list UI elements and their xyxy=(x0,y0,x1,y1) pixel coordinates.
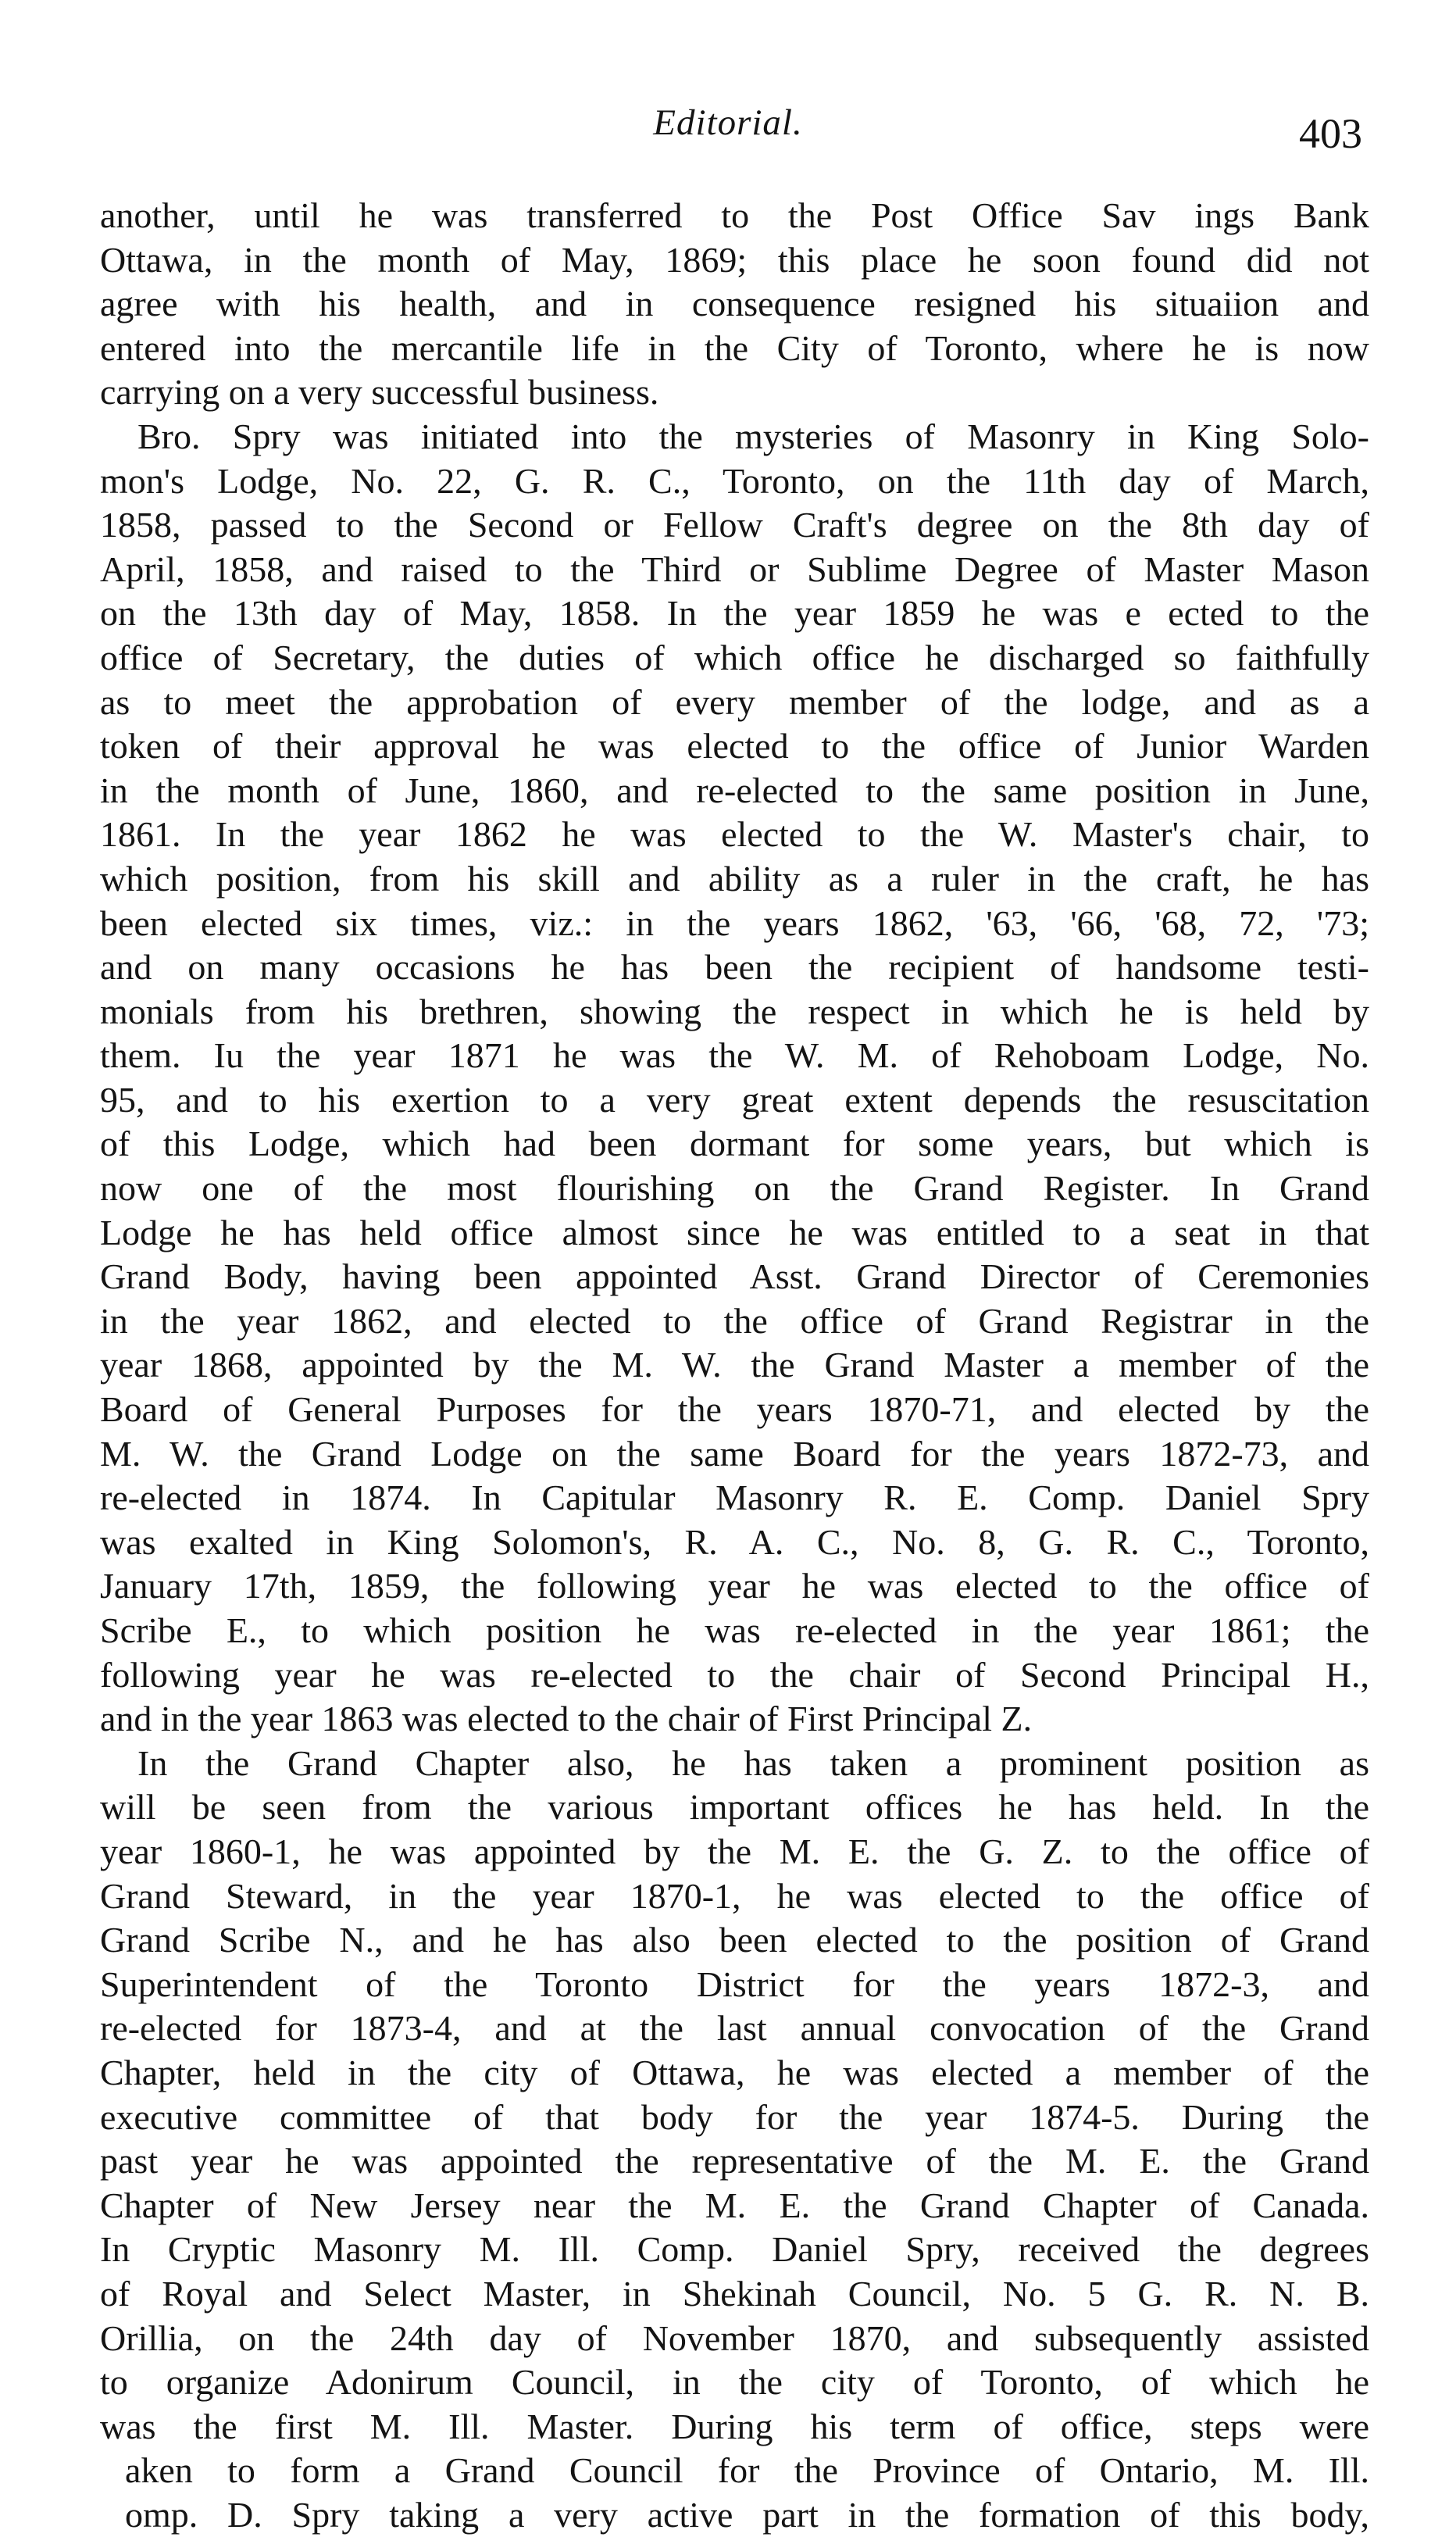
text-line: year 1868, appointed by the M. W. the Grand Master a member of the xyxy=(100,1345,1369,1385)
text-line: was the first M. Ill. Master. During his term of office, steps were xyxy=(100,2406,1369,2446)
text-line: re-elected in 1874. In Capitular Masonry R. E. Comp. Daniel Spry xyxy=(100,1478,1369,1518)
text-line: as to meet the approbation of every member of the lodge, and as a xyxy=(100,681,1369,722)
text-line: been elected six times, viz.: in the years 1862, '63, '66, '68, 72, '73; xyxy=(100,902,1369,943)
text-line: in the year 1862, and elected to the office of Grand Registrar in the xyxy=(100,1300,1369,1341)
running-head xyxy=(0,102,1456,164)
text-line: mon's Lodge, No. 22, G. R. C., Toronto, on the 11th day of March, xyxy=(100,460,1369,501)
text-line: and in the year 1863 was elected to the chair of First Principal Z. xyxy=(100,1699,1033,1739)
text-line: was exalted in King Solomon's, R. A. C., No. 8, G. R. C., Toronto, xyxy=(100,1521,1369,1562)
text-line: April, 1858, and raised to the Third or Sublime Degree of Master Mason xyxy=(100,548,1369,589)
text-line: following year he was re-elected to the chair of Second Principal H., xyxy=(100,1654,1369,1695)
body-text xyxy=(100,194,1369,2537)
text-line: year 1860-1, he was appointed by the M. E. the G. Z. to the office of xyxy=(100,1831,1369,1871)
running-title: Editorial. xyxy=(653,102,803,143)
text-line: agree with his health, and in consequence resigned his situaiion and xyxy=(100,284,1369,324)
text-line: omp. D. Spry taking a very active part in the formation of this body, xyxy=(125,2494,1369,2535)
text-line: monials from his brethren, showing the respect in which he is held by xyxy=(100,991,1369,1031)
text-line: office of Secretary, the duties of which office he discharged so faithfully xyxy=(100,637,1369,677)
text-line: carrying on a very successful business. xyxy=(100,372,659,413)
text-line: Scribe E., to which position he was re-elected in the year 1861; the xyxy=(100,1610,1369,1650)
text-line: aken to form a Grand Council for the Province of Ontario, M. Ill. xyxy=(125,2450,1369,2491)
text-line: executive committee of that body for the year 1874-5. During the xyxy=(100,2096,1369,2137)
paragraph-start-line: Bro. Spry was initiated into the mysteries of Masonry in King Solo- xyxy=(137,416,1369,456)
text-line: Lodge he has held office almost since he was entitled to a seat in that xyxy=(100,1212,1369,1252)
text-line: Board of General Purposes for the years 1870-71, and elected by the xyxy=(100,1389,1369,1430)
text-line: M. W. the Grand Lodge on the same Board for the years 1872-73, and xyxy=(100,1433,1369,1474)
text-line: token of their approval he was elected to the office of Junior Warden xyxy=(100,726,1369,766)
text-line: Orillia, on the 24th day of November 1870, and subsequently assisted xyxy=(100,2317,1369,2358)
text-line: will be seen from the various important offices he has held. In the xyxy=(100,1787,1369,1828)
text-line: Superintendent of the Toronto District for the years 1872-3, and xyxy=(100,1963,1369,2004)
text-line: 1858, passed to the Second or Fellow Craft's degree on the 8th day of xyxy=(100,505,1369,545)
page-number: 403 xyxy=(1299,110,1362,157)
text-line: and on many occasions he has been the recipient of handsome testi- xyxy=(100,947,1369,988)
text-line: Chapter, held in the city of Ottawa, he was elected a member of the xyxy=(100,2052,1369,2092)
text-line: Grand Steward, in the year 1870-1, he was elected to the office of xyxy=(100,1875,1369,1916)
text-line: Grand Body, having been appointed Asst. Grand Director of Ceremonies xyxy=(100,1256,1369,1297)
text-line: In Cryptic Masonry M. Ill. Comp. Daniel Spry, received the degrees xyxy=(100,2229,1369,2270)
text-line: on the 13th day of May, 1858. In the year 1859 he was e ected to the xyxy=(100,593,1369,634)
text-line: Ottawa, in the month of May, 1869; this place he soon found did not xyxy=(100,239,1369,280)
text-line: of this Lodge, which had been dormant for some years, but which is xyxy=(100,1124,1369,1164)
text-line: Chapter of New Jersey near the M. E. the Grand Chapter of Canada. xyxy=(100,2185,1369,2225)
text-line: to organize Adonirum Council, in the city of Toronto, of which he xyxy=(100,2362,1369,2403)
text-line: of Royal and Select Master, in Shekinah Council, No. 5 G. R. N. B. xyxy=(100,2273,1369,2314)
paragraph-start-line: In the Grand Chapter also, he has taken a prominent position as xyxy=(137,1742,1369,1783)
text-line: past year he was appointed the representative of the M. E. the Grand xyxy=(100,2141,1369,2181)
text-line: re-elected for 1873-4, and at the last annual convocation of the Grand xyxy=(100,2008,1369,2049)
text-line: now one of the most flourishing on the Grand Register. In Grand xyxy=(100,1168,1369,1209)
text-line: in the month of June, 1860, and re-elected to the same position in June, xyxy=(100,770,1369,810)
text-line: them. Iu the year 1871 he was the W. M. of Rehoboam Lodge, No. xyxy=(100,1035,1369,1076)
text-line: Grand Scribe N., and he has also been elected to the position of Grand xyxy=(100,1920,1369,1960)
text-line: January 17th, 1859, the following year he was elected to the office of xyxy=(100,1566,1369,1606)
text-line: 1861. In the year 1862 he was elected to the W. Master's chair, to xyxy=(100,814,1369,855)
text-line: entered into the mercantile life in the City of Toronto, where he is now xyxy=(100,327,1369,368)
text-line: 95, and to his exertion to a very great extent depends the resuscitation xyxy=(100,1079,1369,1120)
text-line: which position, from his skill and ability as a ruler in the craft, he has xyxy=(100,858,1369,899)
text-line: another, until he was transferred to the Post Office Sav ings Bank xyxy=(100,195,1369,235)
